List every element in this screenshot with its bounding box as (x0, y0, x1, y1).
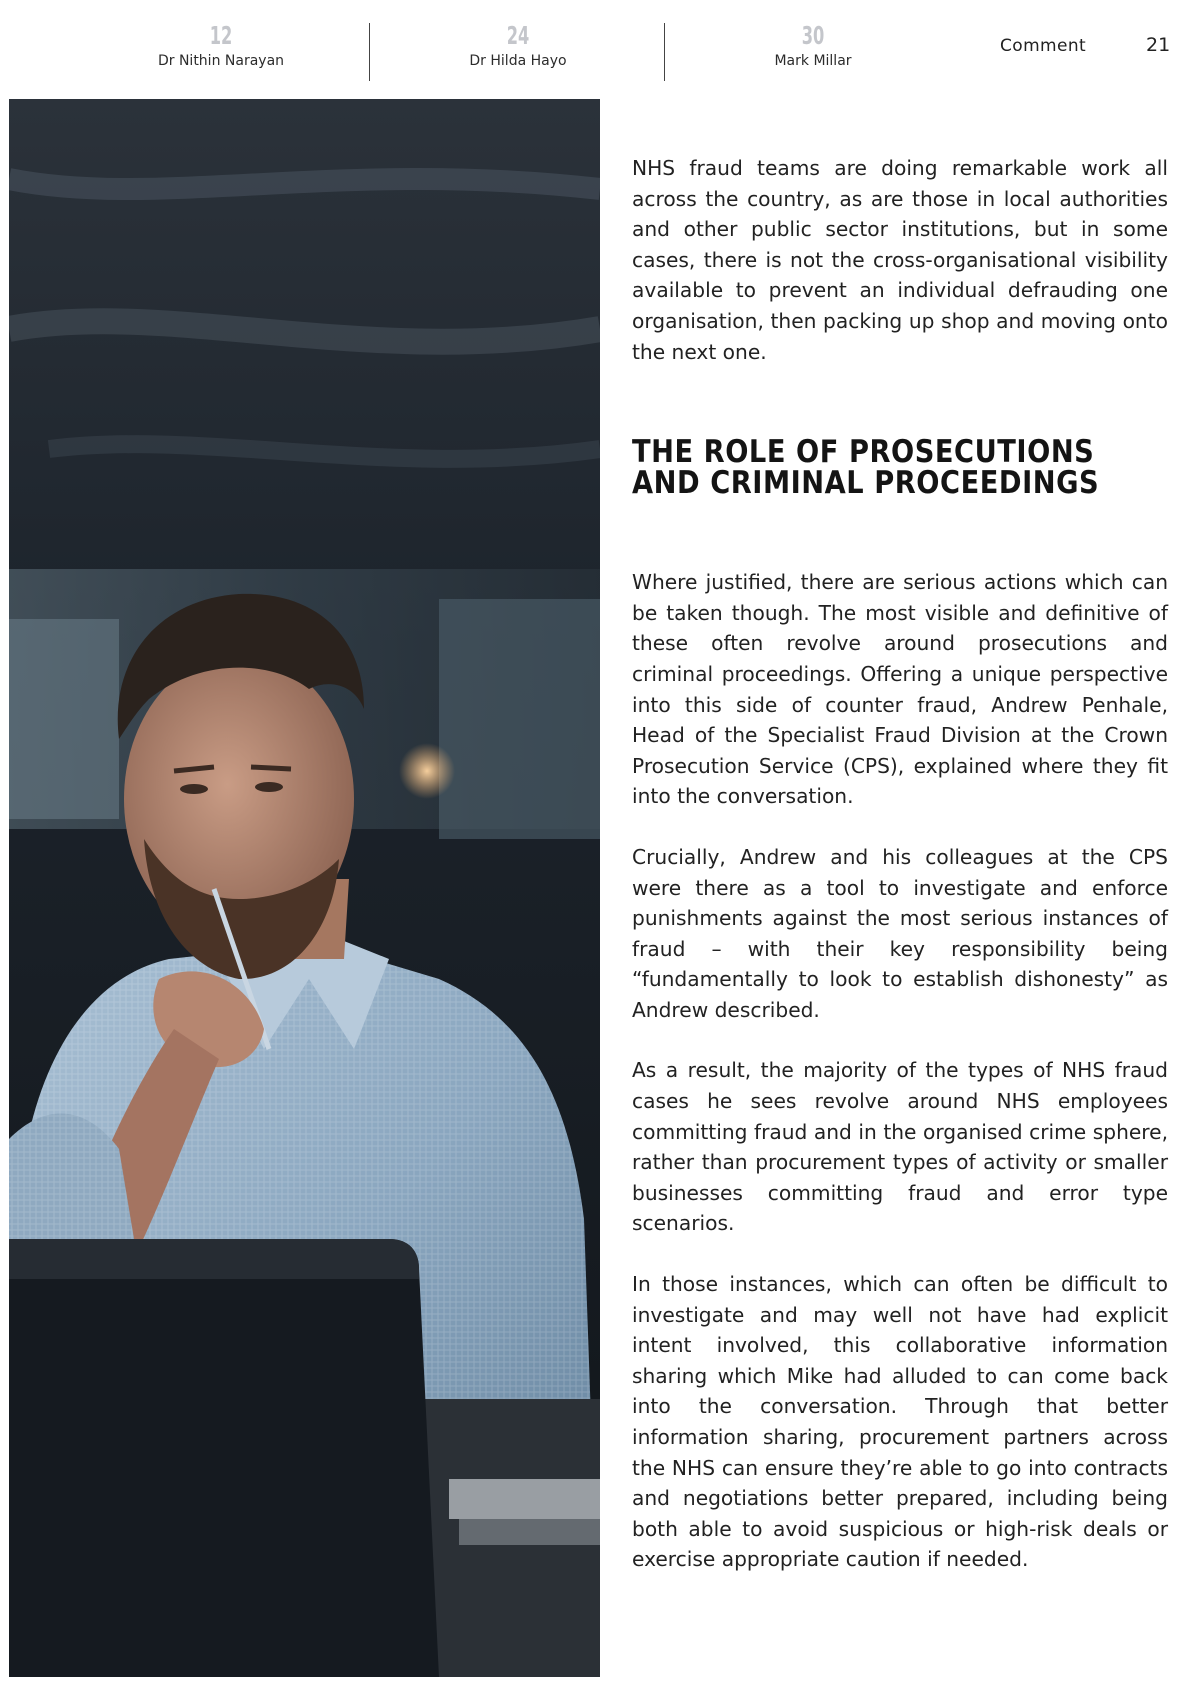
page-header (0, 0, 1200, 90)
contents-link-hayo[interactable] (398, 22, 638, 70)
contents-link-millar[interactable] (693, 22, 933, 70)
contents-page-number: 24 (506, 21, 530, 50)
contents-page-number: 30 (801, 21, 825, 50)
article-photo (9, 99, 600, 1677)
body-paragraph: Where justified, there are serious actions which can be taken though. The most visible and definitive of these often revolve around prosecutions and criminal proceedings. Offering a unique perspective into this side of counter fraud, Andrew Penhale, Head of the Specialist Fraud Division at the Crown Prosecution Service (CPS), explained where they fit into the conversation. (632, 570, 1168, 809)
article-body (632, 153, 1168, 1575)
page-number: 21 (1146, 34, 1171, 56)
contents-author: Mark Millar (774, 53, 852, 69)
section-heading: THE ROLE OF PROSECUTIONS AND CRIMINAL PROCEEDINGS (632, 434, 1100, 502)
header-divider (369, 23, 370, 81)
contents-author: Dr Nithin Narayan (157, 53, 285, 69)
body-paragraph: In those instances, which can often be difficult to investigate and may well not have had explicit intent involved, this collaborative information sharing which Mike had alluded to can come back into the conversation. Through that better information sharing, procurement partners across the NHS can ensure they’re able to go into contracts and negotiations better prepared, including being both able to avoid suspicious or high-risk deals or exercise appropriate caution if needed. (632, 1272, 1168, 1572)
intro-paragraph: NHS fraud teams are doing remarkable work all across the country, as are those in local authorities and other public sector institutions, but in some cases, there is not the cross-organisational visibility available to prevent an individual defrauding one organisation, then packing up shop and moving onto the next one. (632, 156, 1168, 364)
header-divider (664, 23, 665, 81)
contents-page-number: 12 (209, 21, 233, 50)
contents-link-narayan[interactable] (101, 22, 341, 70)
body-paragraph: As a result, the majority of the types of NHS fraud cases he sees revolve around NHS employees committing fraud and in the organised crime sphere, rather than procurement types of activity or smaller businesses committing fraud and error type scenarios. (632, 1058, 1168, 1236)
body-paragraph: Crucially, Andrew and his colleagues at the CPS were there as a tool to investigate and enforce punishments against the most serious instances of fraud – with their key responsibility being “fundamentally to look to establish dishonesty” as Andrew described. (632, 844, 1168, 1022)
section-label: Comment (1000, 36, 1087, 56)
contents-author: Dr Hilda Hayo (469, 53, 567, 69)
